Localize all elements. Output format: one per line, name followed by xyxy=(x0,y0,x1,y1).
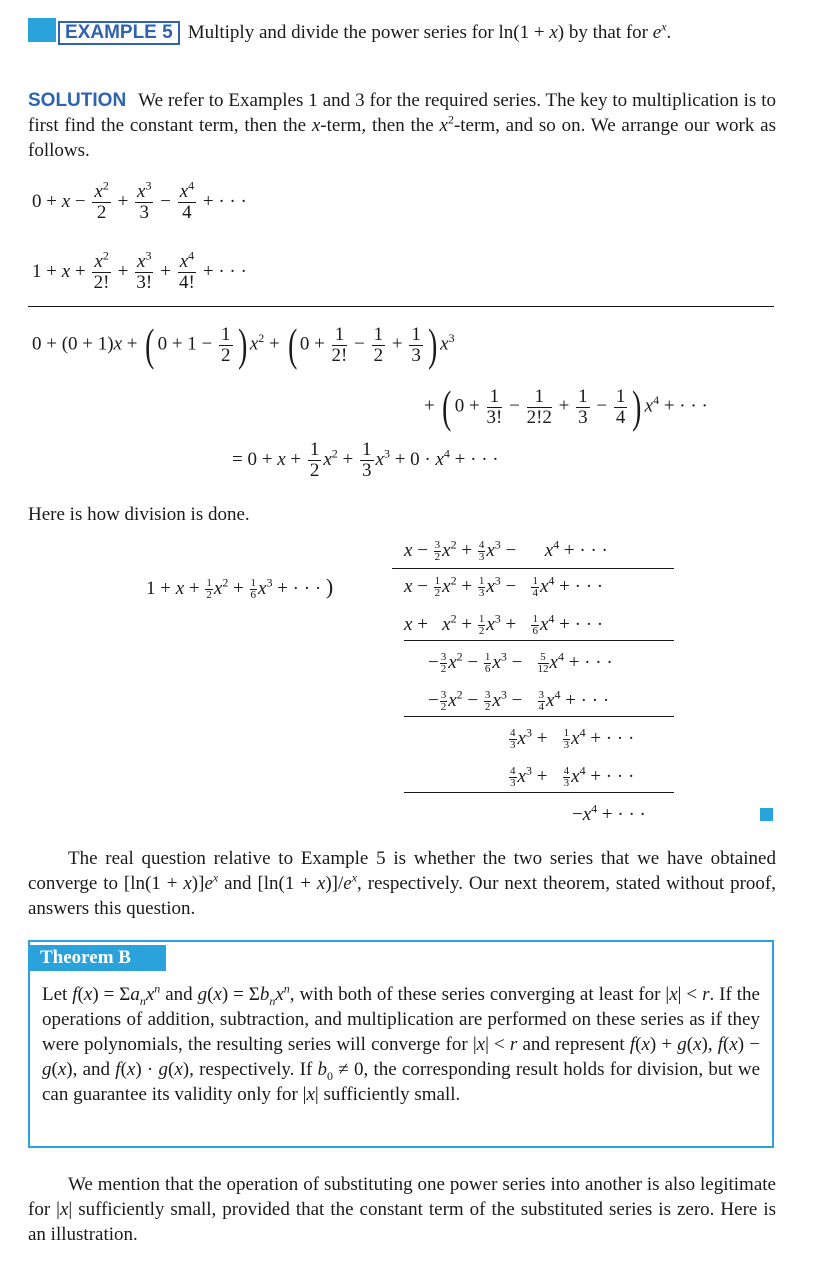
discussion-paragraph: The real question relative to Example 5 is whether the two series that we have obtained converge to $[\ln(1 + x)]e^x$ and $[\ln(1 + x)]/e^x$, respectively. Our next theorem, stated without proof, answers this question. xyxy=(28,848,776,919)
example-statement: EXAMPLE 5 Multiply and divide the power series for ln(1 + x) by that for $e^x$. xyxy=(28,18,776,45)
division-quotient: x − $\frac{3}{2}$ $x^2$ + $\frac{4}{3}$ $x^3$ − $x^4$ + · · · xyxy=(404,537,608,564)
end-of-example-square xyxy=(760,808,773,821)
closing-paragraph: We mention that the operation of substituting one power series into another is also legitimate for |x| sufficiently small, provided that the constant term of the substituted series is zero. Here is an illustration. xyxy=(28,1174,776,1245)
product-line-1: 0 + (0 + 1)x + ( 0 + 1 − $\frac{1}{2}$ ) $x^2$ + ( 0 + $\frac{1}{2!}$ − $\frac{1}{2}$ + $\frac{1}{3}$ ) $x^3$ xyxy=(32,319,455,370)
division-remainder-1: − $\frac{3}{2}$ $x^2$ − $\frac{1}{6}$ $x^3$ − $\frac{5}{12}$ $x^4$ + · · · xyxy=(428,649,613,676)
series-exp-row: 1 + x + $\frac{x^2}{2!}$ + $\frac{x^3}{3!}$ + $\frac{x^4}{4!}$ + · · · xyxy=(32,248,247,293)
division-subtract-2: − $\frac{3}{2}$ $x^2$ − $\frac{3}{2}$ $x^3$ − $\frac{3}{4}$ $x^4$ + · · · xyxy=(428,687,610,714)
theorem-title: Theorem B xyxy=(30,945,166,971)
series-ln-row: 0 + x − $\frac{x^2}{2}$ + $\frac{x^3}{3}$ − $\frac{x^4}{4}$ + · · · xyxy=(32,178,247,223)
example-badge: EXAMPLE 5 xyxy=(58,21,180,45)
division-remainder-3: $-x^4$ + · · · xyxy=(572,801,646,825)
division-bar xyxy=(392,568,674,569)
division-divisor: 1 + x + $\frac{1}{2}$ $x^2$ + $\frac{1}{6}$ $x^3$ + · · · ) xyxy=(146,574,334,602)
product-result: = 0 + x + $\frac{1}{2}$ $x^2$ + $\frac{1}{3}$ $x^3 + 0 \cdot x^4$ + · · · xyxy=(232,439,499,481)
solution-label: SOLUTION xyxy=(28,90,127,111)
division-remainder-2: $\frac{4}{3}$ $x^3$ + $\frac{1}{3}$ $x^4$ + · · · xyxy=(510,725,635,752)
solution-paragraph: SOLUTION We refer to Examples 1 and 3 for the required series. The key to multiplication is to first find the constant term, then the x-term, then the $x^2$-term, and so on. We arrange our work as follows. xyxy=(28,90,776,161)
division-dividend: x − $\frac{1}{2}$ $x^2$ + $\frac{1}{3}$ $x^3$ − $\frac{1}{4}$ $x^4$ + · · · xyxy=(404,573,604,600)
division-subtract-3: $\frac{4}{3}$ $x^3$ + $\frac{4}{3}$ $x^4$ + · · · xyxy=(510,763,635,790)
division-subtract-1: $x + x^2$ + $\frac{1}{2}$ $x^3$ + $\frac{1}{6}$ $x^4$ + · · · xyxy=(404,611,604,638)
theorem-text: Let $f(x) = \Sigma a_nx^n$ and $g(x) = \Sigma b_nx^n$, with both of these series converging at least for |x| < r. If the operations of addition, subtraction, and multiplication are performed on these series as if they were polynomials, the resulting series will converge for |x| < r and represent f(x) + g(x), f(x) − g(x), and f(x) · g(x), respectively. If $b_0 \ne 0$, the corresponding result holds for division, but we can guarantee its validity only for |x| sufficiently small. xyxy=(42,981,761,1105)
product-rule xyxy=(28,306,774,307)
division-intro: Here is how division is done. xyxy=(28,504,250,525)
example-marker-bar xyxy=(28,18,56,42)
product-line-2: + ( 0 + $\frac{1}{3!}$ − $\frac{1}{2!2}$ + $\frac{1}{3}$ − $\frac{1}{4}$ ) $x^4$ + · · · xyxy=(424,381,708,432)
